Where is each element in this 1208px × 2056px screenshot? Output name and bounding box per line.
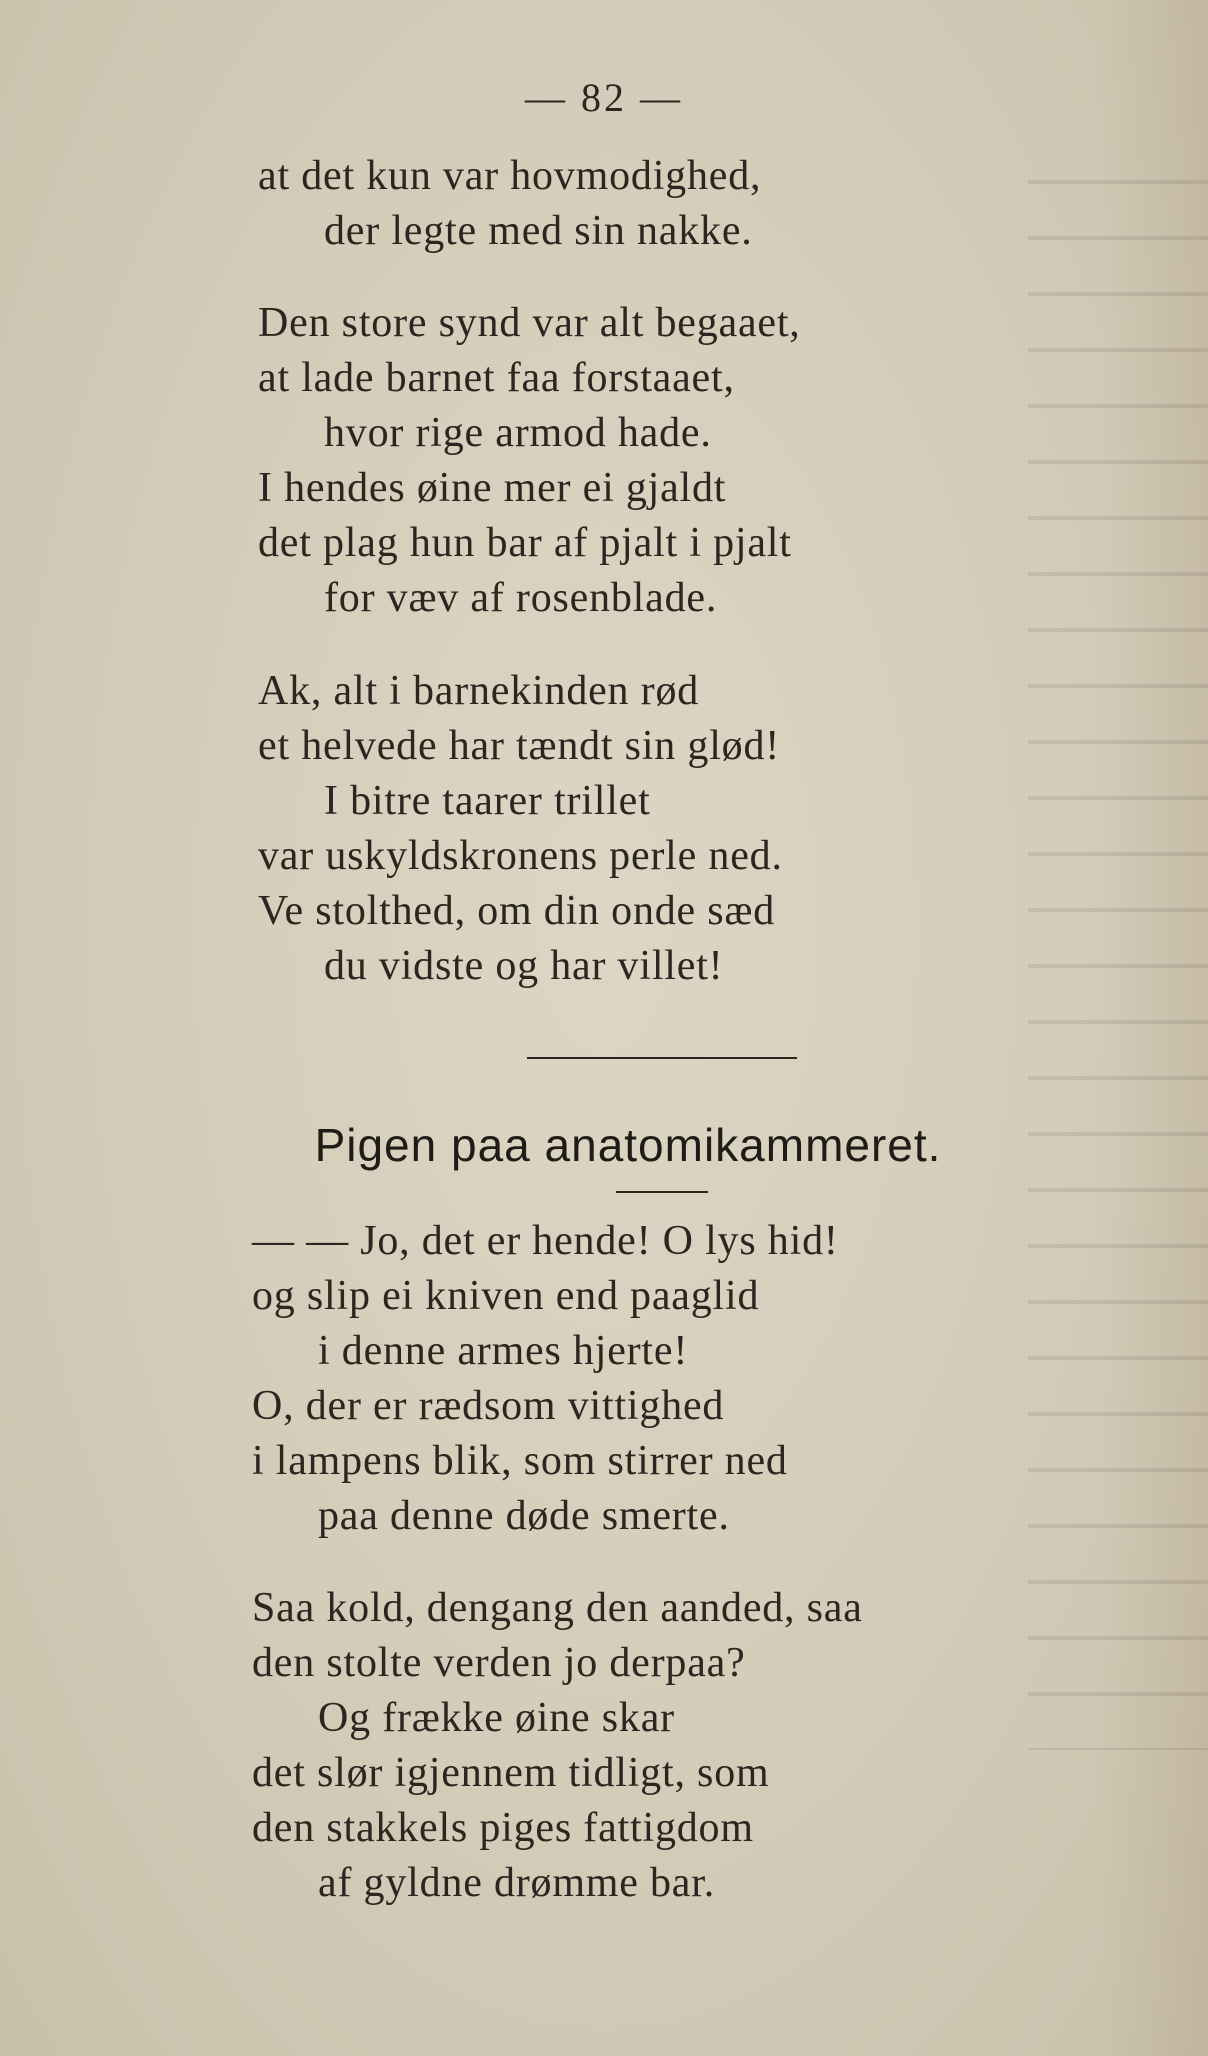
verse-line: det plag hun bar af pjalt i pjalt	[258, 520, 792, 566]
verse-line: paa denne døde smerte.	[318, 1493, 730, 1539]
verse-line: var uskyldskronens perle ned.	[258, 833, 783, 879]
verse-line: af gyldne drømme bar.	[318, 1860, 716, 1906]
verse-line: hvor rige armod hade.	[324, 410, 712, 456]
verse-line: Og frække øine skar	[318, 1695, 675, 1741]
verse-line: Ve stolthed, om din onde sæd	[258, 888, 776, 934]
verse-line: Saa kold, dengang den aanded, saa	[252, 1585, 863, 1631]
verse-line: Ak, alt i barnekinden rød	[258, 668, 700, 714]
verse-line: — — Jo, det er hende! O lys hid!	[252, 1218, 839, 1264]
verse-line: Den store synd var alt begaaet,	[258, 300, 801, 346]
verse-line: for væv af rosenblade.	[324, 575, 718, 621]
verse-line: I bitre taarer trillet	[324, 778, 651, 824]
title-underline	[616, 1191, 708, 1193]
verse-line: du vidste og har villet!	[324, 943, 724, 989]
show-through-text	[1028, 150, 1208, 1750]
verse-line: og slip ei kniven end paaglid	[252, 1273, 760, 1319]
verse-line: et helvede har tændt sin glød!	[258, 723, 781, 769]
section-divider	[527, 1057, 797, 1059]
verse-line: O, der er rædsom vittighed	[252, 1383, 725, 1429]
verse-line: det slør igjennem tidligt, som	[252, 1750, 770, 1796]
verse-line: at lade barnet faa forstaaet,	[258, 355, 735, 401]
verse-line: den stolte verden jo derpaa?	[252, 1640, 746, 1686]
verse-line: I hendes øine mer ei gjaldt	[258, 465, 727, 511]
page-number: — 82 —	[525, 75, 683, 120]
verse-line: i lampens blik, som stirrer ned	[252, 1438, 788, 1484]
verse-line: den stakkels piges fattigdom	[252, 1805, 754, 1851]
verse-line: at det kun var hovmodighed,	[258, 153, 762, 199]
poem-title: Pigen paa anatomikammeret.	[314, 1119, 942, 1171]
verse-line: i denne armes hjerte!	[318, 1328, 689, 1374]
verse-line: der legte med sin nakke.	[324, 208, 753, 254]
